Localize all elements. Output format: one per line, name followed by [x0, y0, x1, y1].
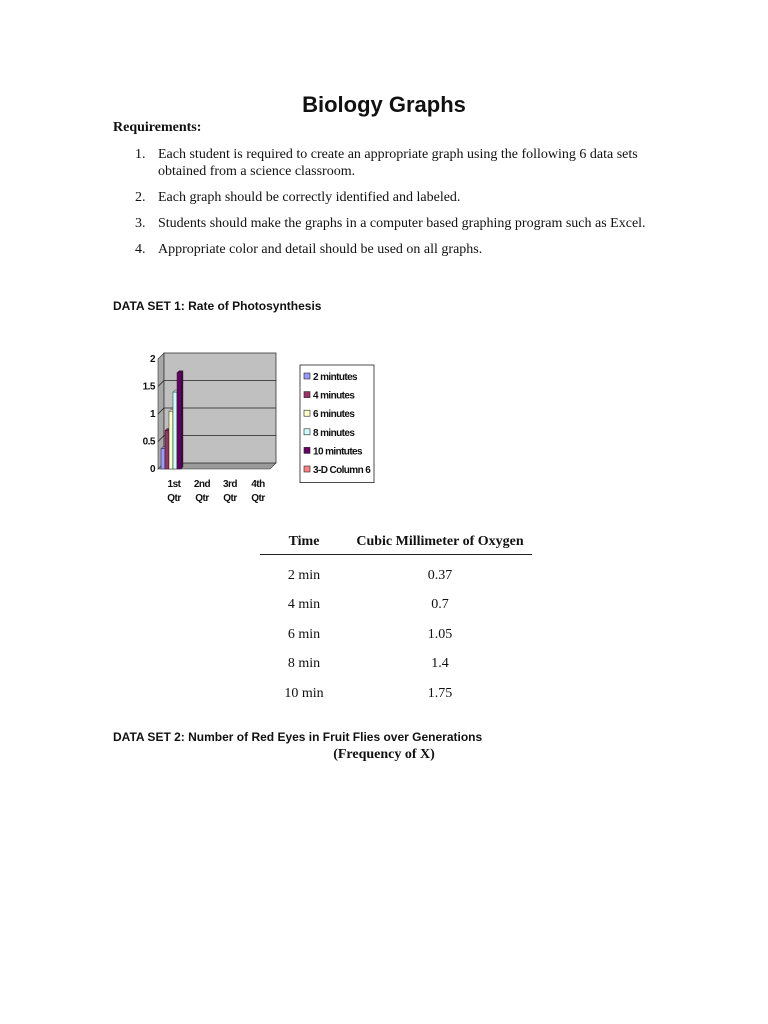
time-cell: 6 min: [287, 626, 321, 642]
bar-front: [169, 411, 173, 469]
legend-label: 6 minutes: [313, 409, 355, 421]
data-set-1-heading: DATA SET 1: Rate of Photosynthesis: [113, 299, 322, 313]
requirement-number: 1.: [135, 147, 146, 162]
time-cell: 2 min: [287, 567, 321, 583]
oxygen-cell: 1.75: [427, 685, 453, 701]
requirement-item: [135, 215, 655, 232]
table-row: [260, 679, 532, 709]
y-tick-label: 0.5: [142, 436, 155, 448]
x-tick-label: 1st Qtr: [167, 479, 181, 504]
legend-swatch: [304, 410, 310, 416]
oxygen-cell: 1.4: [431, 656, 449, 672]
table-row: [260, 555, 532, 591]
bar-side: [181, 371, 183, 469]
requirement-number: 4.: [135, 242, 146, 257]
column-header-oxygen: Cubic Millimeter of Oxygen: [348, 534, 532, 555]
bar-front: [177, 373, 181, 469]
bar-front: [173, 392, 177, 469]
table-row: [260, 591, 532, 621]
legend-label: 10 mintutes: [313, 446, 362, 458]
requirement-item: [135, 241, 655, 258]
legend-swatch: [304, 392, 310, 398]
requirements-heading: Requirements:: [113, 120, 202, 135]
time-cell: 10 min: [284, 685, 324, 701]
oxygen-cell: 0.7: [431, 597, 449, 613]
requirement-text: Each graph should be correctly identified and labeled.: [158, 190, 461, 205]
requirement-text: Appropriate color and detail should be used on all graphs.: [158, 242, 483, 257]
page-title: Biology Graphs: [302, 92, 466, 117]
table-row: [260, 620, 532, 650]
table-header-row: [260, 534, 532, 555]
legend-swatch: [304, 373, 310, 379]
column-header-time: Time: [260, 534, 348, 555]
requirement-item: [135, 146, 655, 180]
y-tick-label: 1: [149, 409, 155, 420]
legend-swatch: [304, 466, 310, 472]
oxygen-cell: 1.05: [427, 626, 453, 642]
legend-label: 2 mintutes: [313, 372, 358, 383]
data-set-2-heading: DATA SET 2: Number of Red Eyes in Fruit Flies over Generations: [113, 730, 483, 744]
oxygen-data-table: [260, 534, 532, 709]
bar-front: [165, 431, 169, 470]
y-tick-label: 2: [149, 354, 155, 365]
requirement-text: Each student is required to create an appropriate graph using the following 6 data sets obtained from a science classroom.: [158, 147, 638, 179]
requirements-list: [135, 146, 655, 267]
data-set-2-subheading: (Frequency of X): [333, 747, 435, 762]
oxygen-cell: 0.37: [427, 567, 453, 583]
requirement-item: [135, 189, 655, 206]
requirement-text: Students should make the graphs in a computer based graphing program such as Excel.: [158, 216, 646, 231]
x-tick-label: 2nd Qtr: [193, 479, 211, 504]
time-cell: 8 min: [287, 656, 321, 672]
y-tick-label: 0: [149, 464, 155, 475]
x-tick-label: 3rd Qtr: [222, 479, 238, 504]
table-row: [260, 650, 532, 680]
legend-swatch: [304, 429, 310, 435]
legend-label: 3-D Column 6: [313, 465, 371, 476]
y-tick-label: 1.5: [142, 381, 155, 393]
time-cell: 4 min: [287, 597, 321, 613]
legend-swatch: [304, 447, 310, 453]
requirement-number: 3.: [135, 216, 146, 231]
legend-label: 8 minutes: [313, 427, 355, 439]
photosynthesis-chart: [130, 340, 390, 510]
x-tick-label: 4th Qtr: [251, 479, 265, 504]
legend-label: 4 minutes: [313, 390, 355, 402]
requirement-number: 2.: [135, 190, 146, 205]
bar-front: [161, 449, 165, 469]
